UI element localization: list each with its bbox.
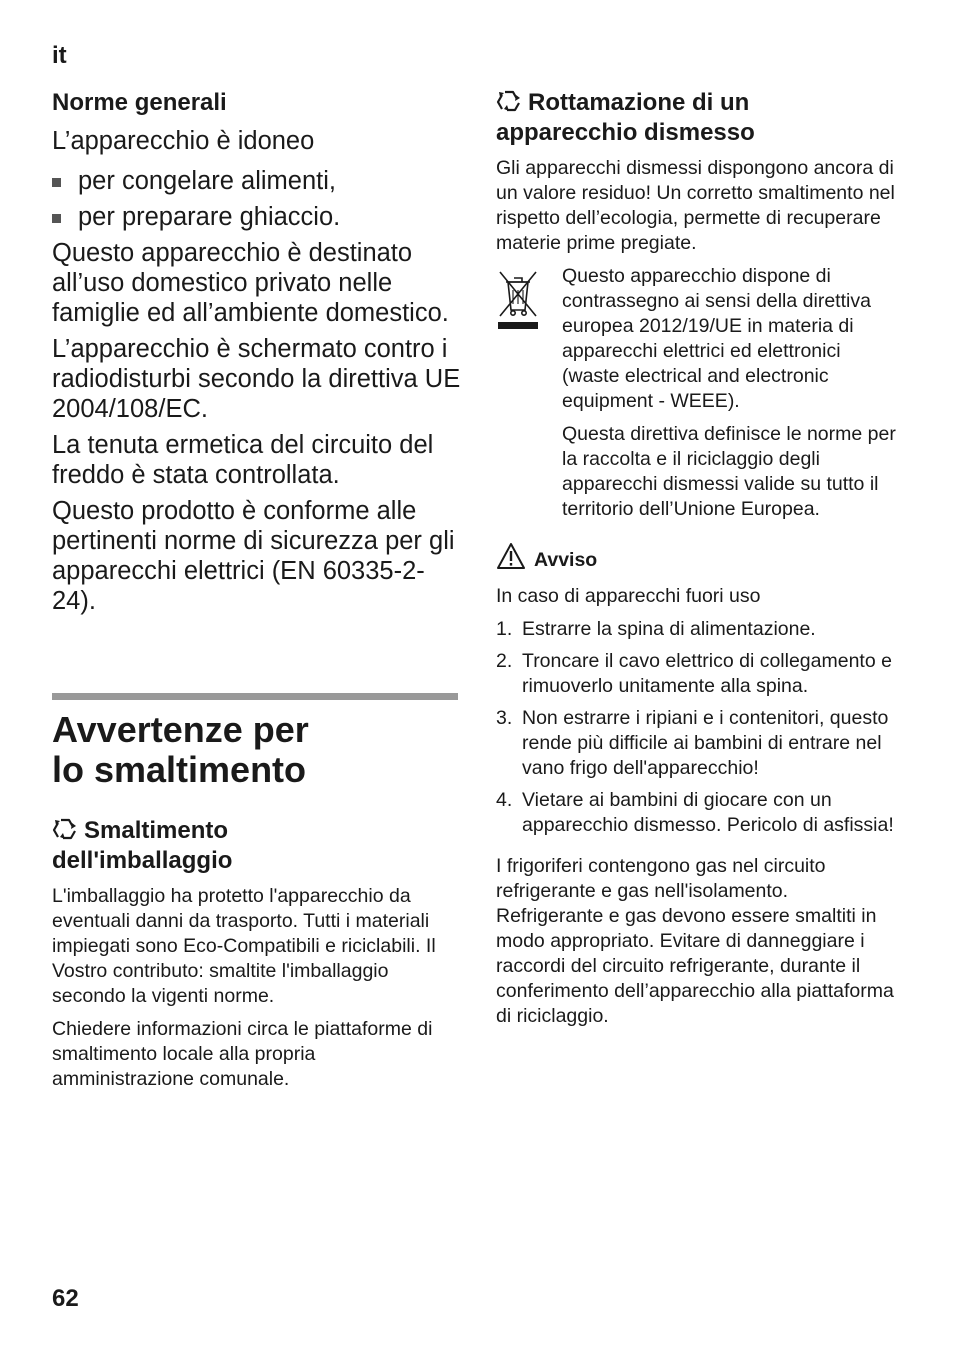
- scrapping-title: Rottamazione di un apparecchio dismesso: [496, 89, 755, 146]
- general-rules-section: [52, 88, 462, 622]
- disposal-steps: [496, 617, 898, 838]
- recycle-icon: [52, 817, 78, 841]
- packaging-disposal-title: Smaltimento dell'imballaggio: [52, 817, 233, 874]
- warning-intro: In caso di apparecchi fuori uso: [496, 585, 761, 607]
- paragraph: I frigoriferi contengono gas nel circuito refrigerante e gas nell'isolamento. Refrigerante e gas devono essere smaltiti in modo appropriato. Evitare di danneggiare i raccordi del circuito refrigerante, durante il conferimento dell’apparecchio alla piattaforma di riciclaggio.: [496, 855, 894, 1027]
- disposal-section-title: Avvertenze per lo smaltimento: [52, 709, 309, 790]
- paragraph: Questo apparecchio è destinato all’uso domestico privato nelle famiglie ed all’ambiente domestico.: [52, 239, 449, 327]
- language-tag: it: [52, 42, 67, 69]
- appliance-scrapping-section: [496, 88, 898, 1037]
- paragraph: Chiedere informazioni circa le piattaforme di smaltimento locale alla propria amministrazione comunale.: [52, 1018, 433, 1090]
- list-item: 2. Troncare il cavo elettrico di collegamento e rimuoverlo unitamente alla spina.: [496, 650, 892, 697]
- warning-heading: Avviso: [496, 542, 898, 574]
- paragraph: Questo apparecchio dispone di contrassegno ai sensi della direttiva europea 2012/19/UE in materia di apparecchi elettrici ed elettronici (waste electrical and electronic equipment - WEEE).: [562, 265, 871, 412]
- section-divider: [52, 693, 458, 700]
- list-item: per preparare ghiaccio.: [52, 202, 462, 232]
- list-item: 3. Non estrarre i ripiani e i contenitori, questo rende più difficile ai bambini di entrare nel vano frigo dell'apparecchio!: [496, 707, 889, 779]
- weee-notice: [496, 264, 898, 522]
- usage-list: [52, 166, 462, 232]
- general-rules-intro: L’apparecchio è idoneo: [52, 127, 315, 155]
- warning-icon: [496, 542, 526, 570]
- paragraph: Gli apparecchi dismessi dispongono ancora di un valore residuo! Un corretto smaltimento nel rispetto dell’ecologia, permette di recuperare materie prime pregiate.: [496, 157, 895, 254]
- recycle-icon: [496, 89, 522, 113]
- packaging-disposal-section: [52, 816, 462, 1100]
- paragraph: Questo prodotto è conforme alle pertinenti norme di sicurezza per gli apparecchi elettrici (EN 60335-2-24).: [52, 497, 455, 615]
- paragraph: Questa direttiva definisce le norme per la raccolta e il riciclaggio degli apparecchi dismessi valide su tutto il territorio dell’Unione Europea.: [562, 423, 896, 520]
- paragraph: L’apparecchio è schermato contro i radiodisturbi secondo la direttiva UE 2004/108/EC.: [52, 335, 461, 423]
- bullet-square-icon: [52, 214, 61, 223]
- list-item: per congelare alimenti,: [52, 166, 462, 196]
- list-item: 4. Vietare ai bambini di giocare con un apparecchio dismesso. Pericolo di asfissia!: [496, 789, 894, 836]
- bullet-square-icon: [52, 178, 61, 187]
- list-item: 1. Estrarre la spina di alimentazione.: [496, 618, 816, 640]
- general-rules-title: Norme generali: [52, 89, 227, 116]
- paragraph: L'imballaggio ha protetto l'apparecchio da eventuali danni da trasporto. Tutti i materiali impiegati sono Eco-Compatibili e riciclabili. Il Vostro contributo: smaltite l'imballaggio secondo la vigenti norme.: [52, 885, 436, 1007]
- page-number: 62: [52, 1285, 79, 1312]
- paragraph: La tenuta ermetica del circuito del freddo è stata controllata.: [52, 431, 434, 489]
- weee-bin-icon: [496, 270, 540, 332]
